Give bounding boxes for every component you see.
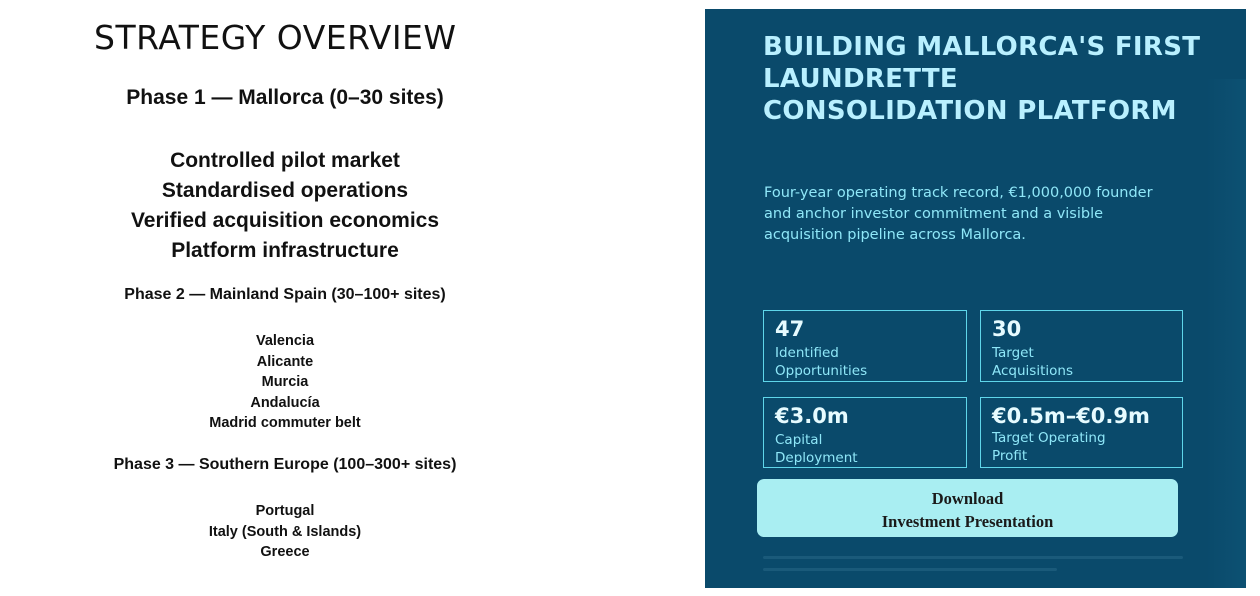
faded-footer-text bbox=[763, 547, 1183, 587]
stat-value: 47 bbox=[775, 317, 805, 341]
list-item: Andalucía bbox=[250, 394, 320, 411]
stat-value: 30 bbox=[992, 317, 1022, 341]
stat-label bbox=[992, 430, 1182, 465]
stat-capital-deployment bbox=[763, 397, 967, 468]
stat-label-line: Acquisitions bbox=[992, 362, 1073, 379]
phase3-list bbox=[0, 501, 570, 563]
stat-label-line: Capital bbox=[775, 432, 823, 448]
stat-target-operating-profit bbox=[980, 397, 1183, 468]
list-item: Alicante bbox=[256, 353, 314, 370]
phase1-heading: Phase 1 — Mallorca (0–30 sites) bbox=[126, 86, 444, 109]
phase3-heading: Phase 3 — Southern Europe (100–300+ sites) bbox=[113, 456, 457, 473]
panel-title: BUILDING MALLORCA'S FIRST LAUNDRETTE CONSOLIDATION PLATFORM bbox=[763, 32, 1201, 126]
download-button-line: Download bbox=[931, 489, 1004, 508]
phase2-heading: Phase 2 — Mainland Spain (30–100+ sites) bbox=[124, 286, 446, 303]
stat-value: €3.0m bbox=[775, 404, 849, 428]
stat-label-line: Target bbox=[992, 345, 1034, 361]
list-item: Portugal bbox=[255, 503, 315, 519]
stat-label bbox=[992, 345, 1182, 380]
faded-line bbox=[763, 568, 1057, 571]
list-item: Madrid commuter belt bbox=[209, 415, 361, 431]
list-item: Greece bbox=[260, 544, 310, 560]
stat-label bbox=[775, 345, 966, 380]
stat-identified-opportunities bbox=[763, 310, 967, 382]
stat-target-acquisitions bbox=[980, 310, 1183, 382]
stat-label-line: Profit bbox=[992, 447, 1028, 464]
stat-label-line: Target Operating bbox=[992, 430, 1106, 446]
stat-label bbox=[775, 432, 966, 467]
stat-value: €0.5m–€0.9m bbox=[992, 404, 1150, 428]
download-button-line: Investment Presentation bbox=[881, 512, 1054, 531]
list-item: Murcia bbox=[261, 374, 309, 390]
strategy-overview-section bbox=[0, 0, 570, 596]
phase1-list bbox=[0, 146, 570, 266]
list-item: Italy (South & Islands) bbox=[208, 523, 362, 540]
stat-label-line: Identified bbox=[775, 345, 839, 361]
download-presentation-button[interactable] bbox=[757, 479, 1178, 537]
list-item: Verified acquisition economics bbox=[130, 209, 440, 232]
faded-line bbox=[763, 556, 1183, 559]
strategy-title: STRATEGY OVERVIEW bbox=[94, 18, 457, 57]
list-item: Controlled pilot market bbox=[170, 149, 400, 172]
stat-label-line: Deployment bbox=[775, 449, 858, 466]
list-item: Standardised operations bbox=[161, 179, 409, 202]
list-item: Platform infrastructure bbox=[171, 239, 399, 262]
list-item: Valencia bbox=[255, 333, 315, 349]
phase2-list bbox=[0, 331, 570, 434]
investment-panel bbox=[705, 9, 1246, 588]
panel-description: Four-year operating track record, €1,000,000 founder and anchor investor commitment and a visible acquisition pipeline across Mallorca. bbox=[764, 185, 1153, 243]
stat-label-line: Opportunities bbox=[775, 362, 868, 379]
